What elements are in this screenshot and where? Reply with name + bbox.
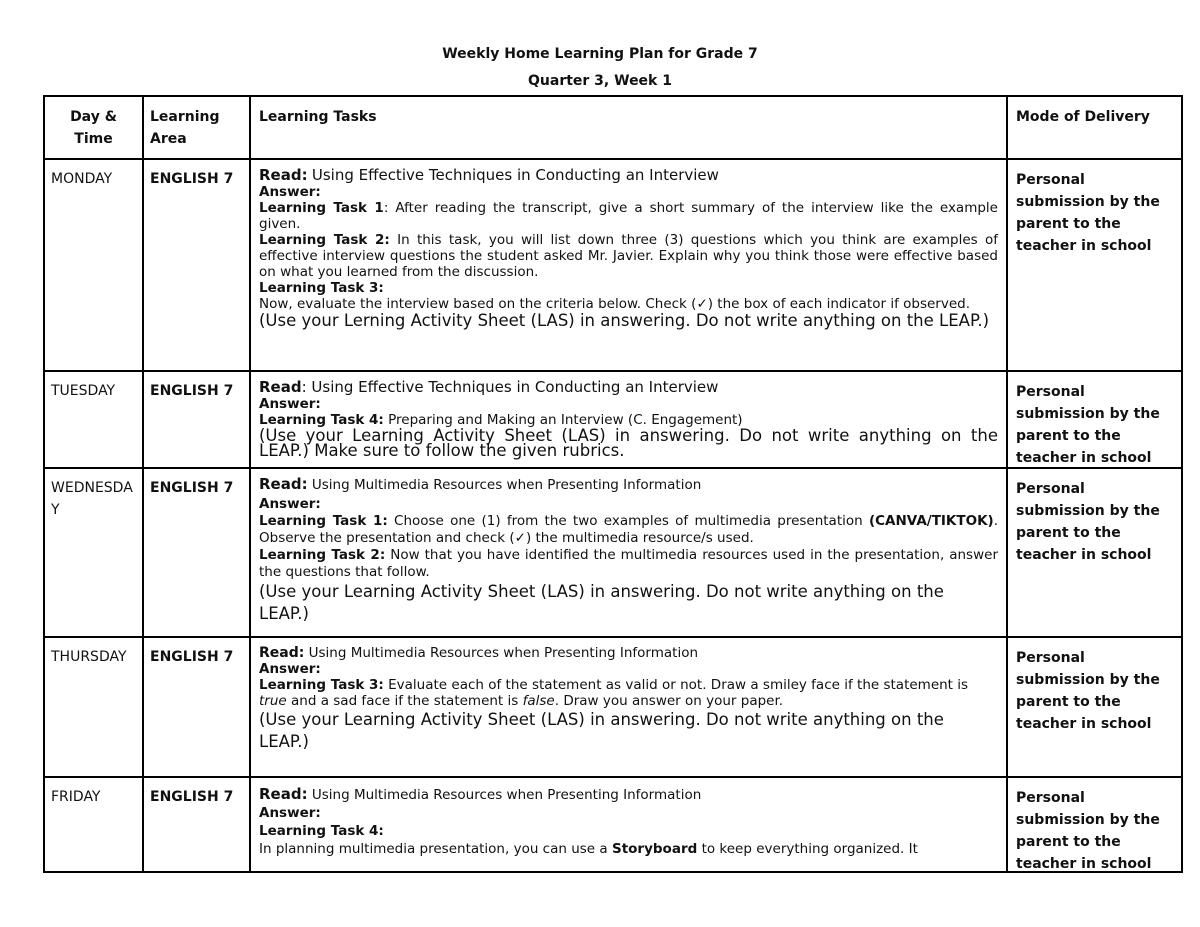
area-cell: ENGLISH 7	[142, 778, 249, 871]
task-italic-text: false	[522, 693, 555, 709]
table-row-wednesday	[45, 467, 1181, 636]
las-note: (Use your Learning Activity Sheet (LAS) in answering. Do not write anything on the LEAP.)	[259, 710, 944, 751]
task-text: In planning multimedia presentation, you can use a	[259, 841, 608, 857]
read-text: : Using Effective Techniques in Conducting an Interview	[301, 378, 719, 396]
answer-label: Answer:	[259, 496, 321, 512]
read-label: Read	[259, 378, 302, 396]
header-learning-tasks: Learning Tasks	[249, 97, 1006, 158]
las-note: (Use your Learning Activity Sheet (LAS) in answering. Do not write anything on the LEAP.)	[259, 582, 944, 623]
task-label: Learning Task 3:	[259, 677, 384, 693]
task-text: Choose one (1) from the two examples of multimedia presentation	[394, 513, 863, 529]
tasks-cell	[249, 160, 1006, 370]
area-cell: ENGLISH 7	[142, 160, 249, 370]
delivery-cell: Personal submission by the parent to the teacher in school	[1006, 372, 1181, 467]
task-text: In this task, you will list down three (3) questions which you think are examples of effective interview questions the student asked Mr. Javier. Explain why you think those were effective based on what you learned from the discussion.	[259, 232, 998, 280]
read-label: Read:	[259, 645, 305, 661]
task-bold-text: Storyboard	[611, 841, 698, 857]
read-text: Using Multimedia Resources when Presenting Information	[311, 787, 702, 803]
area-cell: ENGLISH 7	[142, 372, 249, 467]
task-label: Learning Task 4:	[259, 412, 384, 428]
task-text: . Observe the presentation and check (✓) the multimedia resource/s used.	[259, 513, 999, 546]
tasks-cell	[249, 469, 1006, 636]
page-title: Weekly Home Learning Plan for Grade 7	[442, 46, 758, 62]
day-cell: WEDNESDAY	[51, 480, 133, 518]
header-learning-area: Learning Area	[142, 97, 249, 158]
delivery-cell: Personal submission by the parent to the teacher in school	[1006, 778, 1181, 871]
day-cell: TUESDAY	[51, 383, 116, 399]
delivery-cell: Personal submission by the parent to the teacher in school	[1006, 638, 1181, 776]
task-bold-text: (CANVA/TIKTOK)	[868, 513, 994, 529]
day-cell: FRIDAY	[51, 789, 101, 805]
read-label: Read:	[259, 475, 308, 493]
table-header-row	[45, 97, 1181, 158]
task-italic-text: true	[259, 693, 287, 709]
task-text: to keep everything organized. It	[701, 841, 918, 857]
table-row-monday	[45, 158, 1181, 370]
day-cell: MONDAY	[51, 171, 113, 187]
table-row-thursday	[45, 636, 1181, 776]
task-text: . Draw you answer on your paper.	[554, 693, 784, 709]
page-subtitle: Quarter 3, Week 1	[528, 73, 672, 89]
tasks-cell	[249, 778, 1006, 871]
delivery-cell: Personal submission by the parent to the teacher in school	[1006, 160, 1181, 370]
answer-label: Answer:	[259, 805, 321, 821]
delivery-cell: Personal submission by the parent to the teacher in school	[1006, 469, 1181, 636]
task-label: Learning Task 1	[259, 200, 384, 216]
read-text: Using Effective Techniques in Conducting an Interview	[311, 166, 719, 184]
task-text: Evaluate each of the statement as valid or not. Draw a smiley face if the statement is	[388, 677, 969, 693]
task-label: Learning Task 2:	[259, 232, 390, 248]
area-cell: ENGLISH 7	[142, 638, 249, 776]
read-text: Using Multimedia Resources when Presenting Information	[308, 645, 699, 661]
task-text: Now that you have identified the multimedia resources used in the presentation, answer the questions that follow.	[259, 547, 998, 580]
task-text: Preparing and Making an Interview (C. Engagement)	[388, 412, 743, 428]
table-row-friday	[45, 776, 1181, 871]
answer-label: Answer:	[259, 184, 321, 200]
task-label: Learning Task 3:	[259, 280, 384, 296]
task-label: Learning Task 1:	[259, 513, 388, 529]
read-label: Read:	[259, 166, 308, 184]
las-note: (Use your Learning Activity Sheet (LAS) in answering. Do not write anything on the LEAP.) Make sure to follow the given rubrics.	[259, 426, 998, 460]
learning-plan-table	[43, 95, 1183, 873]
task-label: Learning Task 4:	[259, 823, 384, 839]
header-day-time: Day & Time	[70, 109, 117, 147]
answer-label: Answer:	[259, 661, 321, 677]
task-text: : After reading the transcript, give a short summary of the interview like the example given.	[259, 200, 998, 232]
tasks-cell	[249, 372, 1006, 467]
area-cell: ENGLISH 7	[142, 469, 249, 636]
day-cell: THURSDAY	[51, 649, 127, 665]
task-text: and a sad face if the statement is	[291, 693, 519, 709]
las-note: (Use your Lerning Activity Sheet (LAS) in answering. Do not write anything on the LEAP.)	[259, 311, 990, 330]
header-mode-of-delivery: Mode of Delivery	[1006, 97, 1181, 158]
tasks-cell	[249, 638, 1006, 776]
read-label: Read:	[259, 785, 308, 803]
task-text: Now, evaluate the interview based on the criteria below. Check (✓) the box of each indicator if observed.	[259, 296, 970, 312]
answer-label: Answer:	[259, 396, 321, 412]
table-row-tuesday	[45, 370, 1181, 467]
task-label: Learning Task 2:	[259, 547, 386, 563]
read-text: Using Multimedia Resources when Presenting Information	[311, 477, 702, 493]
